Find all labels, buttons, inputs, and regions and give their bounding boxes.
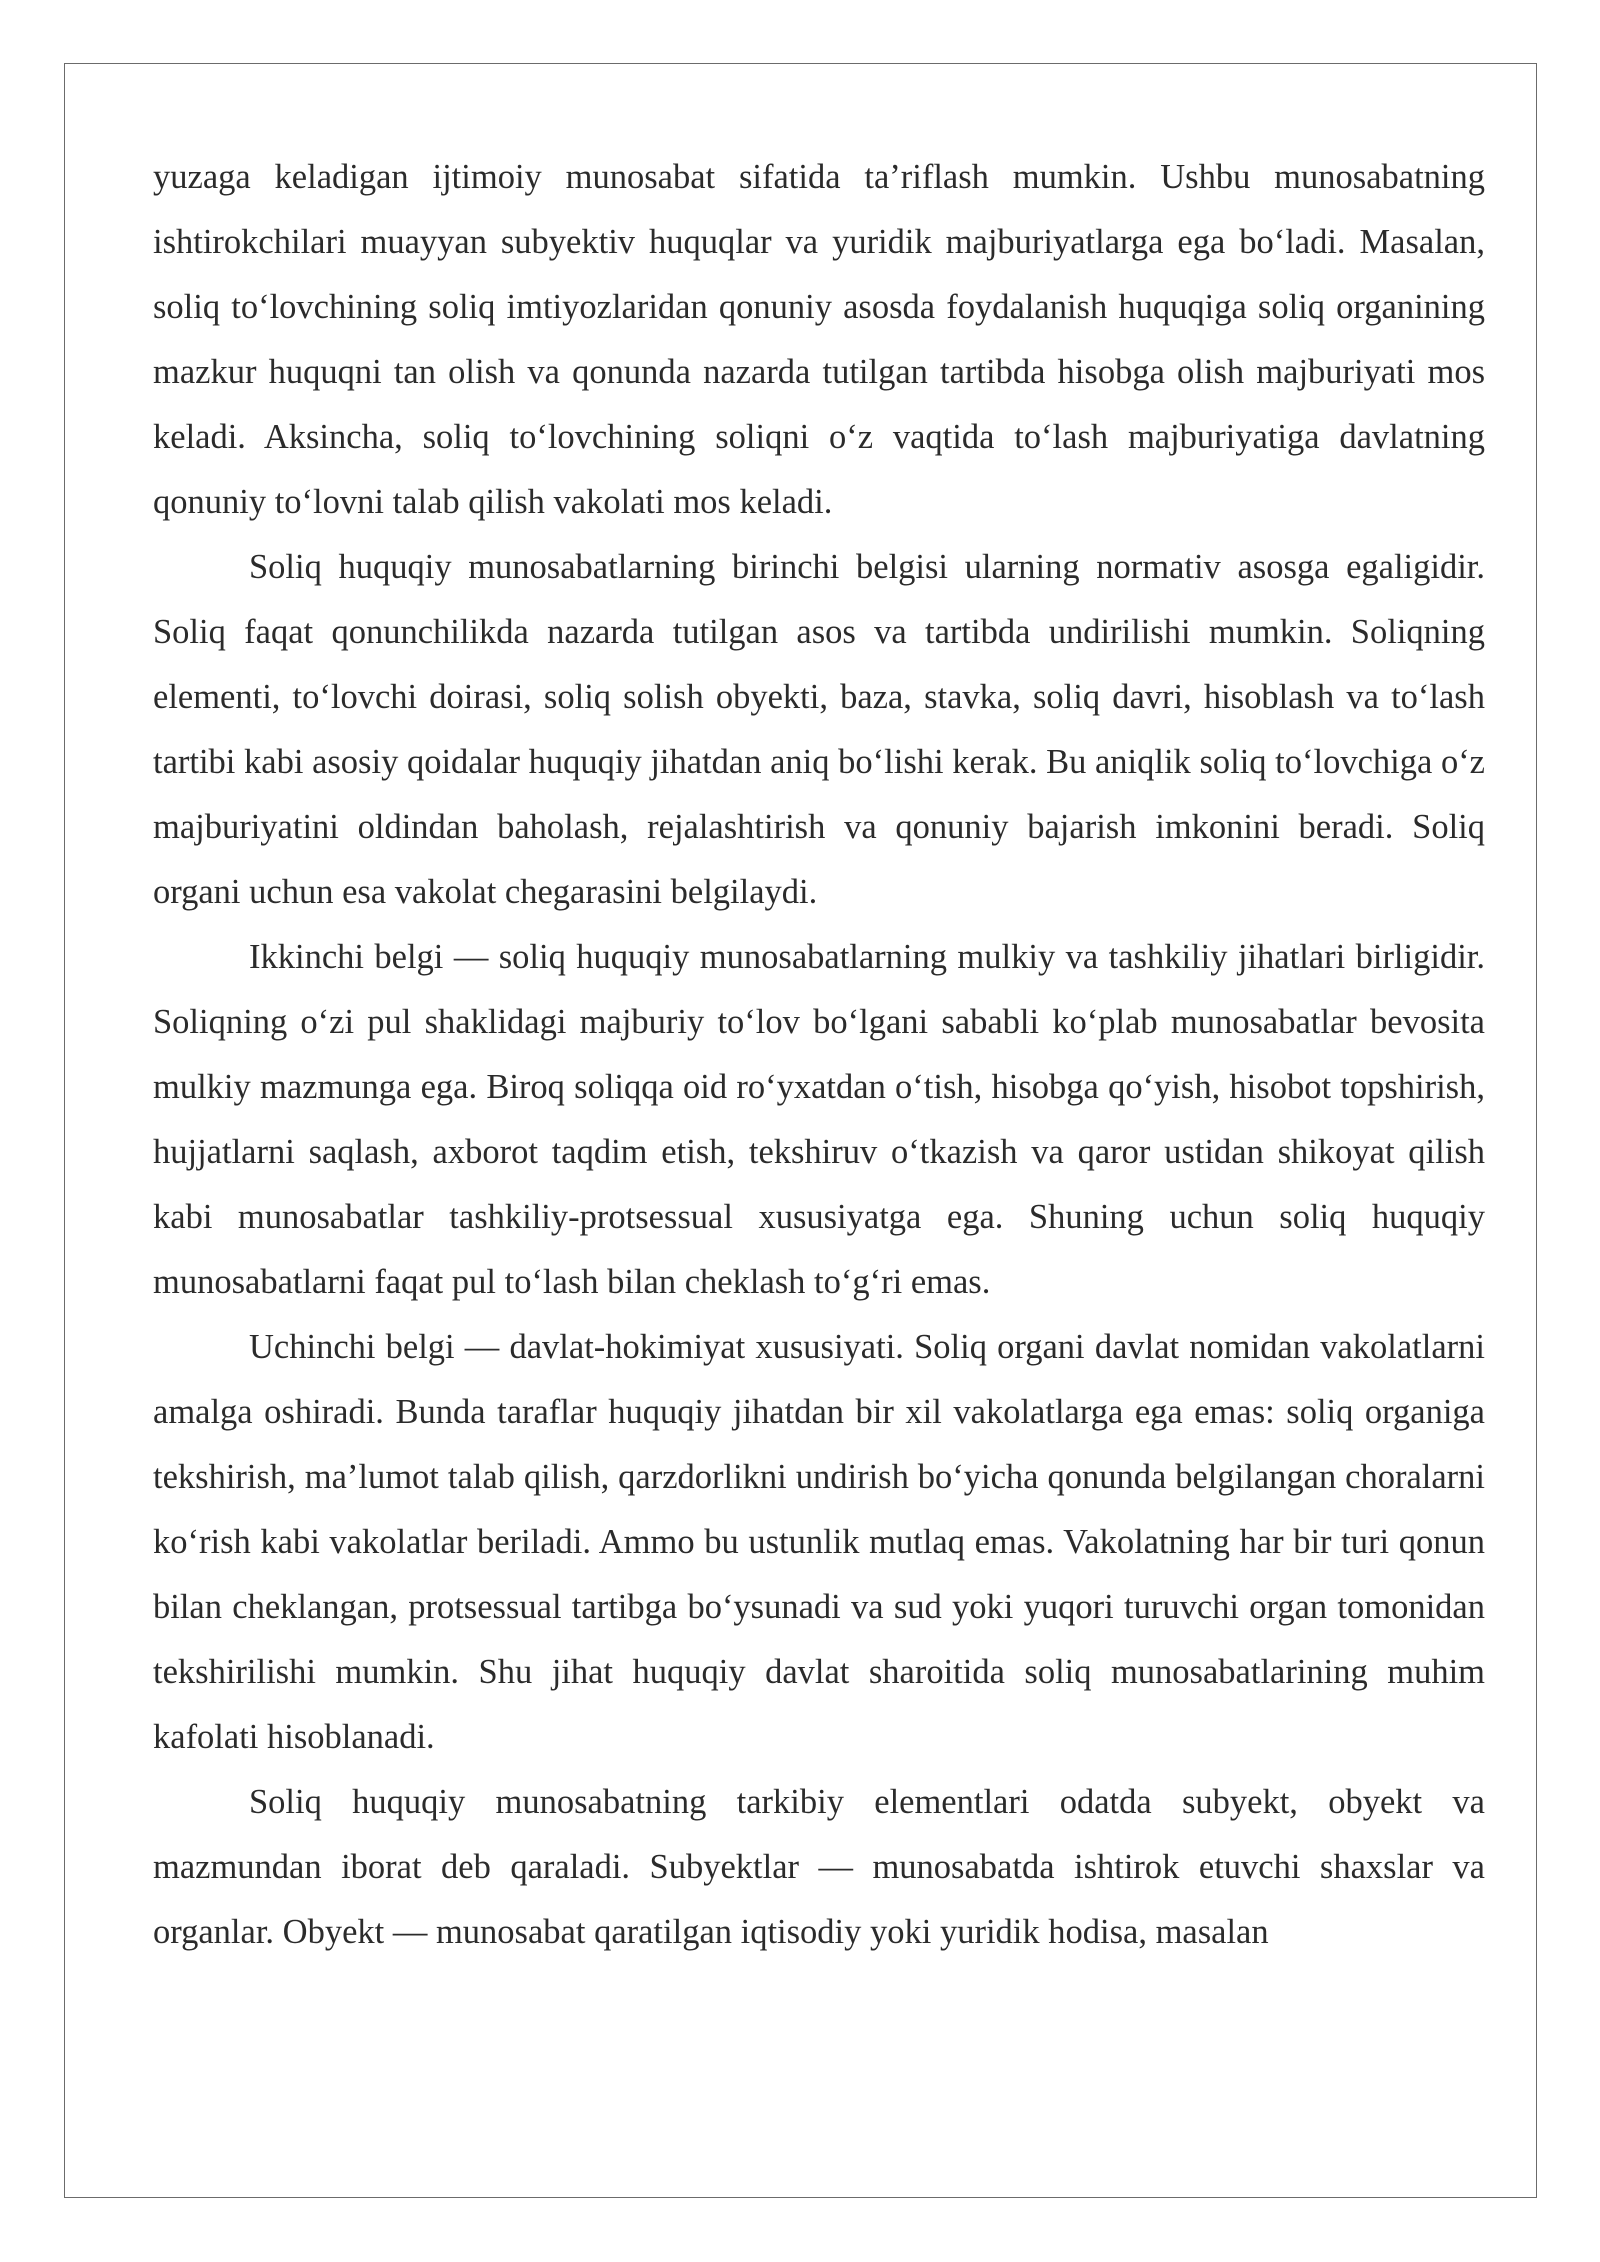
paragraph-structural-elements: Soliq huquqiy munosabatning tarkibiy elementlari odatda subyekt, obyekt va mazmundan iborat deb qaraladi. Subyektlar — munosabatda ishtirok etuvchi shaxslar va organlar. Obyekt — munosabat qaratilgan iqtisodiy yoki yuridik hodisa, masalan [153,1783,1485,1951]
paragraph-third-feature: Uchinchi belgi — davlat-hokimiyat xususiyati. Soliq organi davlat nomidan vakolatlarni amalga oshiradi. Bunda taraflar huquqiy jihatdan bir xil vakolatlarga ega emas: soliq organiga tekshirish, ma’lumot talab qilish, qarzdorlikni undirish bo‘yicha qonunda belgilangan choralarni ko‘rish kabi vakolatlar beriladi. Ammo bu ustunlik mutlaq emas. Vakolatning har bir turi qonun bilan cheklangan, protsessual tartibga bo‘ysunadi va sud yoki yuqori turuvchi organ tomonidan tekshirilishi mumkin. Shu jihat huquqiy davlat sharoitida soliq munosabatlarining muhim kafolati hisoblanadi. [153,1328,1485,1756]
paragraph-first-feature: Soliq huquqiy munosabatlarning birinchi belgisi ularning normativ asosga egaligidir. Soliq faqat qonunchilikda nazarda tutilgan asos va tartibda undirilishi mumkin. Soliqning elementi, to‘lovchi doirasi, soliq solish obyekti, baza, stavka, soliq davri, hisoblash va to‘lash tartibi kabi asosiy qoidalar huquqiy jihatdan aniq bo‘lishi kerak. Bu aniqlik soliq to‘lovchiga o‘z majburiyatini oldindan baholash, rejalashtirish va qonuniy bajarish imkonini beradi. Soliq organi uchun esa vakolat chegarasini belgilaydi. [153,548,1485,911]
paragraph-continuation: yuzaga keladigan ijtimoiy munosabat sifatida ta’riflash mumkin. Ushbu munosabatning ishtirokchilari muayyan subyektiv huquqlar va yuridik majburiyatlarga ega bo‘ladi. Masalan, soliq to‘lovchining soliq imtiyozlaridan qonuniy asosda foydalanish huquqiga soliq organining mazkur huquqni tan olish va qonunda nazarda tutilgan tartibda hisobga olish majburiyati mos keladi. Aksincha, soliq to‘lovchining soliqni o‘z vaqtida to‘lash majburiyatiga davlatning qonuniy to‘lovni talab qilish vakolati mos keladi. [153,158,1485,521]
paragraph-second-feature: Ikkinchi belgi — soliq huquqiy munosabatlarning mulkiy va tashkiliy jihatlari birligidir. Soliqning o‘zi pul shaklidagi majburiy to‘lov bo‘lgani sababli ko‘plab munosabatlar bevosita mulkiy mazmunga ega. Biroq soliqqa oid ro‘yxatdan o‘tish, hisobga qo‘yish, hisobot topshirish, hujjatlarni saqlash, axborot taqdim etish, tekshiruv o‘tkazish va qaror ustidan shikoyat qilish kabi munosabatlar tashkiliy-protsessual xususiyatga ega. Shuning uchun soliq huquqiy munosabatlarni faqat pul to‘lash bilan cheklash to‘g‘ri emas. [153,938,1485,1301]
document-body [153,145,1485,1965]
